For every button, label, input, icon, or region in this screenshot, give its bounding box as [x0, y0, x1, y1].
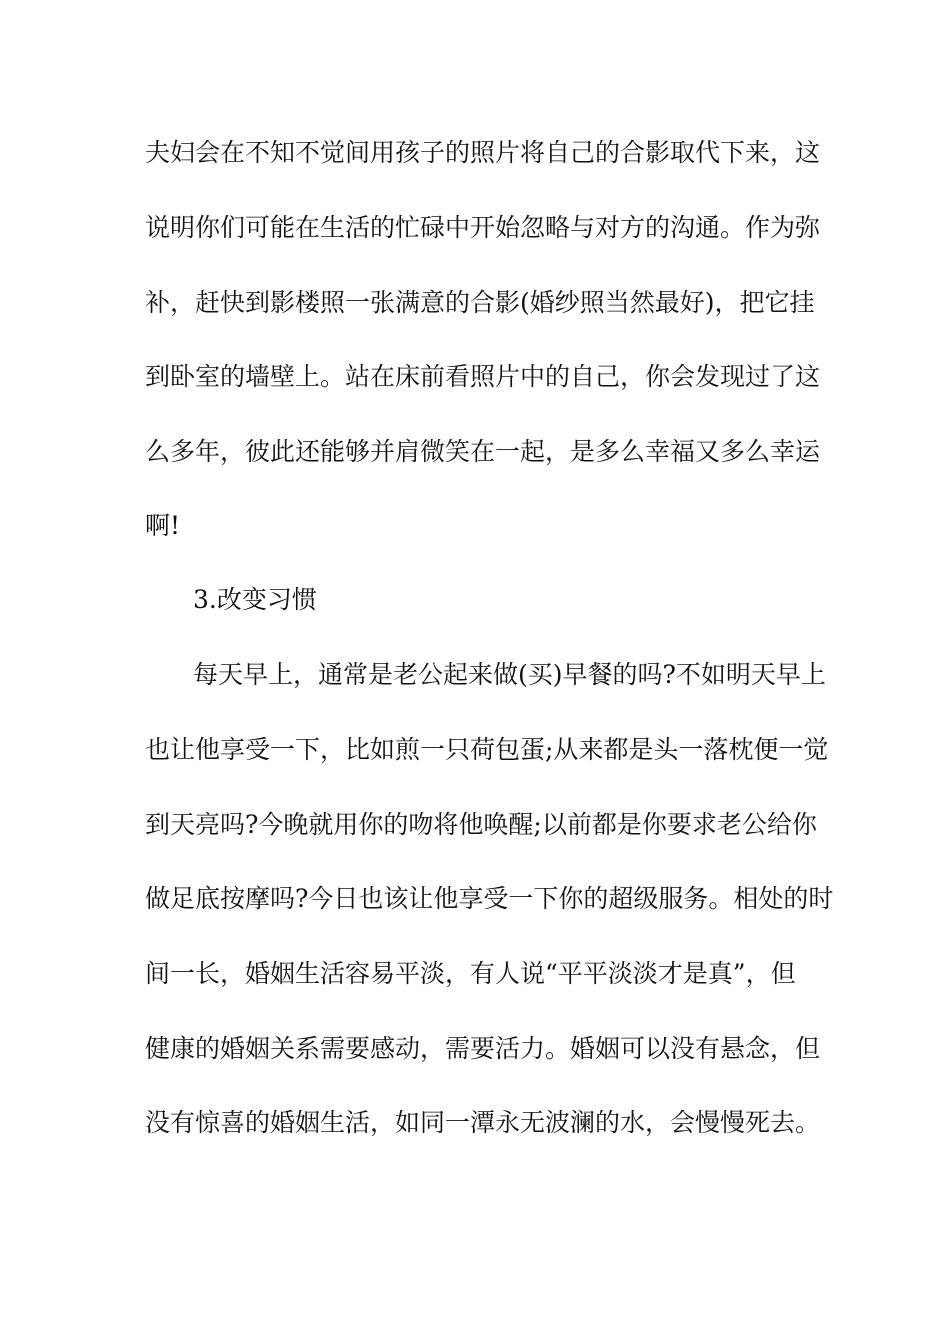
- paragraph-1-line-1: 夫妇会在不知不觉间用孩子的照片将自己的合影取代下来，这: [145, 138, 821, 167]
- paragraph-1-line-2: 说明你们可能在生活的忙碌中开始忽略与对方的沟通。作为弥: [145, 213, 821, 242]
- paragraph-2-line-5: 间一长，婚姻生活容易平淡，有人说“平平淡淡才是真”，但: [145, 959, 796, 988]
- paragraph-2-line-3: 到天亮吗?今晚就用你的吻将他唤醒;以前都是你要求老公给你: [145, 810, 817, 839]
- paragraph-2-line-1: 每天早上，通常是老公起来做(买)早餐的吗?不如明天早上: [193, 660, 826, 689]
- paragraph-1-line-3: 补，赶快到影楼照一张满意的合影(婚纱照当然最好)，把它挂: [145, 288, 815, 317]
- paragraph-2-line-4: 做足底按摩吗?今日也该让他享受一下你的超级服务。相处的时: [145, 884, 834, 913]
- paragraph-2-line-2: 也让他享受一下，比如煎一只荷包蛋;从来都是头一落枕便一觉: [145, 735, 829, 764]
- paragraph-1-line-6: 啊!: [145, 511, 181, 540]
- paragraph-1-line-5: 么多年，彼此还能够并肩微笑在一起，是多么幸福又多么幸运: [145, 437, 821, 466]
- paragraph-1-line-4: 到卧室的墙壁上。站在床前看照片中的自己，你会发现过了这: [145, 362, 821, 391]
- paragraph-2-line-7: 没有惊喜的婚姻生活，如同一潭永无波澜的水，会慢慢死去。: [145, 1108, 821, 1137]
- paragraph-2-line-6: 健康的婚姻关系需要感动，需要活力。婚姻可以没有悬念，但: [145, 1034, 821, 1063]
- section-heading: 3.改变习惯: [193, 585, 317, 614]
